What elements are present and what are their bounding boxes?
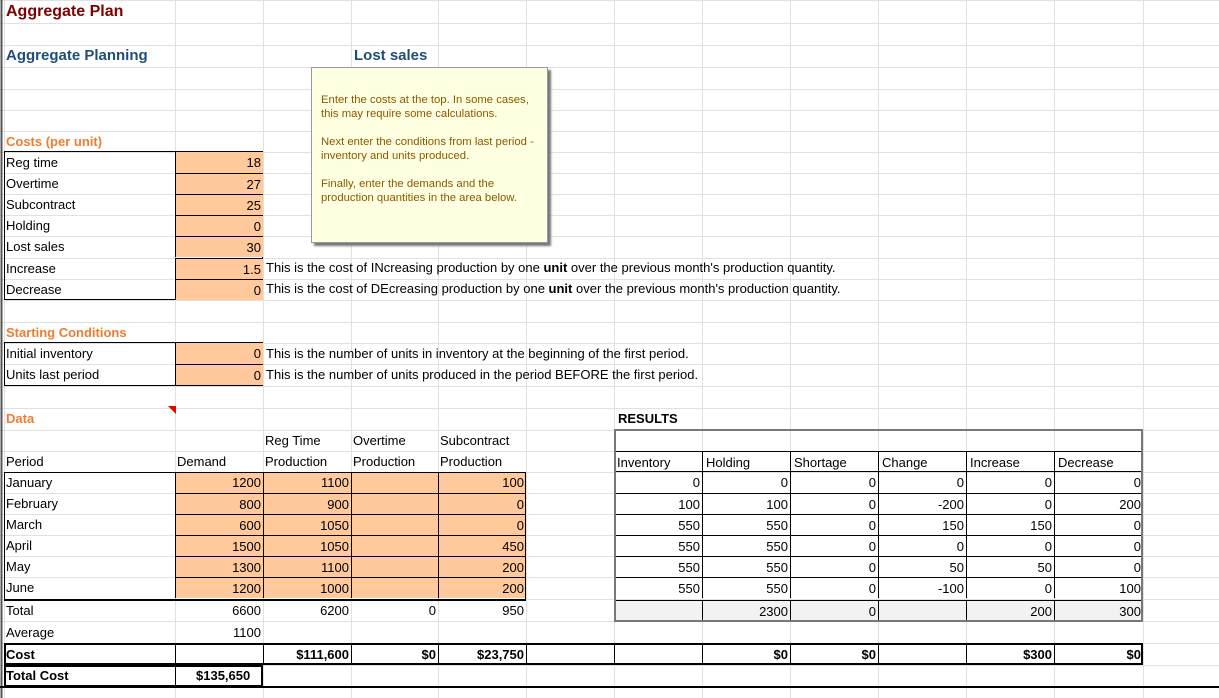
- demand-input[interactable]: 1300: [175, 556, 263, 577]
- reg-production-input[interactable]: 900: [263, 493, 351, 514]
- demand-input[interactable]: 1200: [175, 577, 263, 598]
- starting-header: Starting Conditions: [6, 325, 127, 340]
- result-cell: 0: [1054, 472, 1143, 493]
- cost-label: Decrease: [6, 282, 62, 297]
- col-sub-line1: Subcontract: [440, 433, 510, 448]
- result-cell: 0: [1054, 514, 1143, 535]
- result-cell: 0: [790, 577, 878, 598]
- col-demand: Demand: [177, 454, 227, 469]
- result-cell: 50: [966, 556, 1054, 577]
- result-cell: 200: [1054, 493, 1143, 514]
- results-col-header: Holding: [702, 451, 790, 472]
- period-label: May: [6, 559, 31, 574]
- col-sub-line2: Production: [440, 454, 503, 469]
- cost-reg: $111,600: [263, 644, 351, 665]
- model-label: Lost sales: [354, 47, 428, 64]
- total-result-cell: [614, 600, 702, 621]
- cost-row-label: Cost: [6, 647, 35, 662]
- reg-production-input[interactable]: 1100: [263, 472, 351, 493]
- subcontract-production-input[interactable]: 200: [438, 577, 526, 598]
- result-cell: 0: [878, 472, 966, 493]
- cost-result-cell: [614, 644, 702, 665]
- note-paragraph-costs: Enter the costs at the top. In some cases, this may require some calculations.: [321, 94, 529, 120]
- reg-production-input[interactable]: 1000: [263, 577, 351, 598]
- period-label: June: [6, 580, 35, 595]
- result-cell: 150: [878, 514, 966, 535]
- instruction-note: [311, 67, 548, 243]
- period-label: January: [6, 475, 53, 490]
- result-cell: 550: [702, 535, 790, 556]
- result-cell: 550: [614, 535, 702, 556]
- cost-overtime: $0: [351, 644, 438, 665]
- result-cell: 550: [702, 514, 790, 535]
- col-ot-line1: Overtime: [353, 433, 406, 448]
- cost-result-cell: $300: [966, 644, 1054, 665]
- starting-note: This is the number of units in inventory at the beginning of the first period.: [266, 346, 689, 361]
- total-overtime: 0: [428, 603, 436, 618]
- subcontract-production-input[interactable]: 450: [438, 535, 526, 556]
- cost-input[interactable]: 30: [175, 236, 263, 257]
- result-cell: 0: [790, 493, 878, 514]
- increase-note: [266, 258, 835, 277]
- overtime-production-input[interactable]: [351, 556, 438, 577]
- result-cell: 0: [966, 493, 1054, 514]
- cost-label: Subcontract: [6, 197, 76, 212]
- result-cell: -200: [878, 493, 966, 514]
- period-label: February: [6, 496, 59, 511]
- decrease-note: [266, 279, 841, 298]
- total-cost-label: Total Cost: [6, 668, 69, 683]
- period-label: April: [6, 538, 33, 553]
- result-cell: 0: [966, 472, 1054, 493]
- total-cost-value: $135,650: [175, 665, 263, 686]
- average-demand: 1100: [233, 625, 261, 640]
- cost-result-cell: [878, 644, 966, 665]
- result-cell: 100: [1054, 577, 1143, 598]
- col-ot-line2: Production: [353, 454, 416, 469]
- result-cell: 550: [614, 577, 702, 598]
- subcontract-production-input[interactable]: 0: [438, 493, 526, 514]
- demand-input[interactable]: 600: [175, 514, 263, 535]
- result-cell: 0: [790, 535, 878, 556]
- demand-input[interactable]: 1200: [175, 472, 263, 493]
- total-result-cell: 0: [790, 600, 878, 621]
- total-subcontract: 950: [502, 603, 524, 618]
- reg-production-input[interactable]: 1100: [263, 556, 351, 577]
- result-cell: 0: [692, 475, 700, 490]
- total-result-cell: 300: [1054, 600, 1143, 621]
- col-period: Period: [6, 454, 44, 469]
- cost-input[interactable]: 25: [175, 194, 263, 215]
- results-col-header: Change: [878, 451, 966, 472]
- total-demand: 6600: [232, 603, 261, 618]
- cost-input[interactable]: 27: [175, 173, 263, 194]
- cost-label: Increase: [6, 261, 56, 276]
- result-cell: 550: [702, 556, 790, 577]
- cost-result-cell: $0: [790, 644, 878, 665]
- total-divider: [4, 600, 526, 601]
- cost-input[interactable]: 0: [175, 279, 263, 300]
- result-cell: 550: [614, 556, 702, 577]
- cost-result-cell: $0: [1054, 644, 1143, 665]
- decrease-note-tail: over the previous month's production quantity.: [572, 281, 841, 296]
- cost-label: Lost sales: [6, 239, 65, 254]
- result-cell: 0: [790, 556, 878, 577]
- cost-demand-blank: [175, 644, 264, 665]
- average-label: Average: [6, 625, 55, 640]
- increase-note-unit: unit: [543, 260, 568, 275]
- result-cell: 0: [1054, 556, 1143, 577]
- subcontract-production-input[interactable]: 100: [438, 472, 526, 493]
- col-reg-line2: Production: [265, 454, 328, 469]
- starting-label: Initial inventory: [6, 346, 93, 361]
- total-label: Total: [6, 603, 34, 618]
- starting-label: Units last period: [6, 367, 100, 382]
- bottom-rule: [0, 686, 1219, 688]
- result-cell: 50: [878, 556, 966, 577]
- result-cell: 550: [702, 577, 790, 598]
- overtime-production-input[interactable]: [351, 472, 438, 493]
- result-cell: 0: [702, 472, 790, 493]
- result-cell: 0: [790, 514, 878, 535]
- cost-result-cell: $0: [702, 644, 790, 665]
- subcontract-production-input[interactable]: 200: [438, 556, 526, 577]
- result-cell: -100: [878, 577, 966, 598]
- result-cell: 0: [966, 577, 1054, 598]
- period-label: March: [6, 517, 43, 532]
- costs-header: Costs (per unit): [6, 134, 103, 149]
- result-cell: 0: [966, 535, 1054, 556]
- note-paragraph-demands: Finally, enter the demands and the production quantities in the area below.: [321, 178, 517, 204]
- comment-indicator: [168, 406, 176, 414]
- demand-input[interactable]: 1500: [175, 535, 263, 556]
- result-cell: 550: [614, 514, 702, 535]
- cost-label: Overtime: [6, 176, 59, 191]
- increase-note-tail: over the previous month's production quantity.: [567, 260, 836, 275]
- cost-subcontract: $23,750: [438, 644, 526, 665]
- note-paragraph-conditions: Next enter the conditions from last period - inventory and units produced.: [321, 136, 534, 162]
- results-col-header: Increase: [966, 451, 1054, 472]
- result-cell: 0: [878, 535, 966, 556]
- reg-production-input[interactable]: 1050: [263, 535, 351, 556]
- result-cell: 100: [614, 493, 702, 514]
- increase-note-text: This is the cost of INcreasing production by one: [266, 260, 544, 275]
- cost-label: Reg time: [6, 155, 59, 170]
- data-header: Data: [6, 411, 35, 426]
- result-cell: 0: [790, 472, 878, 493]
- cost-input[interactable]: 0: [175, 215, 263, 236]
- decrease-note-unit: unit: [548, 281, 573, 296]
- total-result-cell: [878, 600, 966, 621]
- result-cell: 100: [702, 493, 790, 514]
- cost-input[interactable]: 18: [175, 152, 263, 173]
- starting-note: This is the number of units produced in the period BEFORE the first period.: [266, 367, 699, 382]
- result-cell: 0: [1054, 535, 1143, 556]
- total-result-cell: 200: [966, 600, 1054, 621]
- results-col-header: Inventory: [614, 451, 702, 472]
- demand-input[interactable]: 800: [175, 493, 263, 514]
- overtime-production-input[interactable]: [351, 577, 438, 598]
- col-reg-line1: Reg Time: [265, 433, 321, 448]
- reg-production-input[interactable]: 1050: [263, 514, 351, 535]
- results-col-header: Decrease: [1054, 451, 1143, 472]
- results-header: RESULTS: [618, 411, 678, 426]
- sheet-subtitle: Aggregate Planning: [6, 47, 148, 64]
- cost-spacer: [526, 644, 615, 665]
- result-cell: 150: [966, 514, 1054, 535]
- subcontract-production-input[interactable]: 0: [438, 514, 526, 535]
- overtime-production-input[interactable]: [351, 514, 438, 535]
- overtime-production-input[interactable]: [351, 493, 438, 514]
- starting-input[interactable]: 0: [175, 343, 263, 364]
- decrease-note-text: This is the cost of DEcreasing production by one: [266, 281, 549, 296]
- total-result-cell: 2300: [702, 600, 790, 621]
- sheet-title: Aggregate Plan: [6, 3, 124, 20]
- overtime-production-input[interactable]: [351, 535, 438, 556]
- cost-input[interactable]: 1.5: [175, 258, 263, 279]
- starting-input[interactable]: 0: [175, 364, 263, 385]
- cost-label: Holding: [6, 218, 51, 233]
- total-reg: 6200: [320, 603, 349, 618]
- results-col-header: Shortage: [790, 451, 878, 472]
